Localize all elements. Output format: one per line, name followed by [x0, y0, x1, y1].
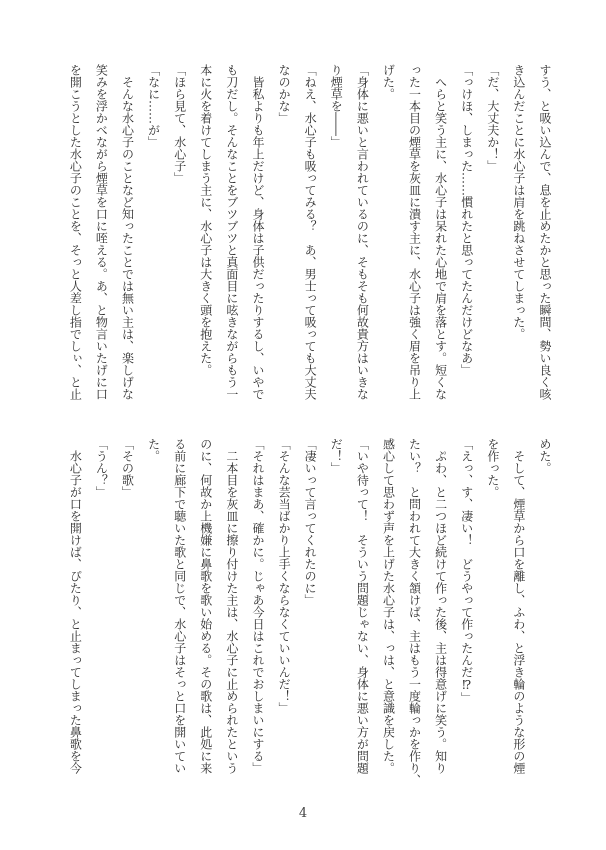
text-column: そんな水心子のことなど知ったことでは無い主は、楽しげな: [120, 64, 135, 400]
text-column: たい？ と問われて大きく頷けば、主はもう一度輪っかを作り、: [407, 438, 422, 786]
text-column: を作った。: [485, 438, 500, 498]
text-column: 本に火を着けてしまう主に、水心子は大きく頭を抱えた。: [198, 64, 213, 376]
text-column: のに、何故か上機嫌に鼻歌を歌い始める。その歌は、此処に来: [198, 438, 213, 774]
text-column: を開こうとした水心子のことを、そっと人差し指でしぃ、と止: [68, 64, 83, 400]
text-column: 「その歌」: [120, 438, 135, 498]
text-column: 水心子が口を開けば、ぴたり、と止まってしまった鼻歌を今: [68, 438, 83, 774]
text-column: だ！」: [329, 438, 344, 474]
text-column: 「なに……が」: [146, 64, 161, 148]
text-column: 「だ、大丈夫か！」: [485, 64, 500, 172]
text-column: げた。: [381, 64, 396, 100]
text-column: なのかな」: [277, 64, 292, 124]
text-column: た。: [146, 438, 161, 462]
text-column: へらと笑う主に、水心子は呆れた心地で肩を落とす。短くな: [433, 64, 448, 400]
text-column: も刀だし。そんなことをブツブツと真面目に呟きながらもう一: [224, 64, 239, 400]
text-column: き込んだことに水心子は肩を跳ねさせてしまった。: [511, 64, 526, 340]
text-column: そして、煙草から口を離し、ふわ、と浮き輪のような形の煙: [511, 438, 526, 774]
text-column: 感心して思わず声を上げた水心子は、っは、と意識を戻した。: [381, 438, 396, 774]
text-column: 「いや待って！ そういう問題じゃない、身体に悪い方が問題: [355, 438, 370, 774]
text-column: 「うん？」: [94, 438, 109, 498]
text-column: 皆私よりも年上だけど、身体は子供だったりするし、いやで: [250, 64, 265, 400]
page-number: 4: [298, 806, 308, 821]
text-column: 「それはまあ、確かに。じゃあ今日はこれでおしまいにする」: [250, 438, 265, 774]
text-column: 「えっ、す、凄い！ どうやって作ったんだ⁉」: [459, 438, 474, 704]
text-column: 「そんな芸当ばかり上手くならなくていいんだ！」: [277, 438, 292, 714]
text-column: 二本目を灰皿に擦り付けた主は、水心子に止められたという: [224, 438, 239, 774]
text-column: った一本目の煙草を灰皿に潰す主に、水心子は強く眉を吊り上: [407, 64, 422, 400]
text-column: 「っけほ、しまった……慣れたと思ってたんだけどなあ」: [459, 64, 474, 376]
text-column: り煙草を――」: [329, 64, 344, 148]
top-text-block: [58, 64, 558, 426]
text-column: 「ねえ、水心子も吸ってみる？ あ、男士って吸っても大丈夫: [303, 64, 318, 400]
text-column: 笑みを浮かべながら煙草を口に咥える。あ、と物言いたげに口: [94, 64, 109, 400]
text-column: る前に廊下で聴いた歌と同じで、水心子はそっと口を開いてい: [172, 438, 187, 774]
text-column: 「身体に悪いと言われているのに、そもそも何故貴方はいきな: [355, 64, 370, 400]
text-column: すう、と吸い込んで、息を止めたかと思った瞬間、勢い良く咳: [538, 64, 552, 400]
text-column: ぷわ、と二つほど続けて作った後、主は得意げに笑う。知り: [433, 438, 448, 774]
text-column: 「凄いって言ってくれたのに」: [303, 438, 318, 606]
bottom-text-block: [58, 438, 558, 800]
text-column: めた。: [538, 438, 552, 474]
text-column: 「ほら見て、水心子」: [172, 64, 187, 184]
